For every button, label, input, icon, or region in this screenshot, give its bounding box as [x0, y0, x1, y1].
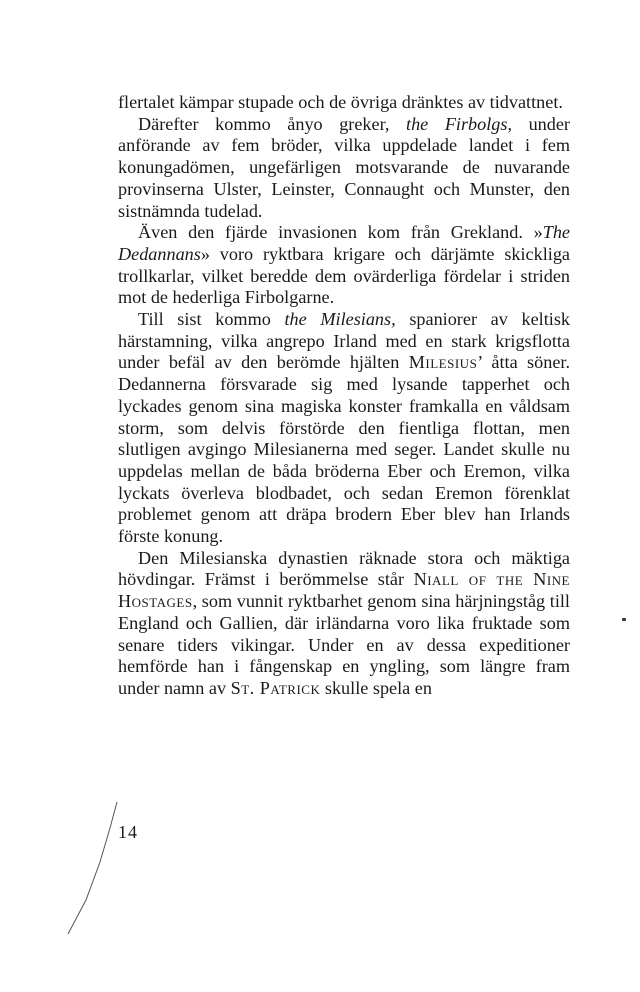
paragraph	[118, 114, 570, 223]
page-number: 14	[118, 822, 138, 842]
paragraph	[118, 309, 570, 548]
italic-text: The Dedannans	[118, 222, 570, 264]
text-run: spaniorer av keltisk härstamning, vilka angrepo Irland med en stark krigsflotta under befäl av den berömde hjälten	[118, 309, 570, 373]
italic-text: the Firbolgs,	[406, 113, 513, 134]
paragraph	[118, 222, 570, 309]
margin-mark	[622, 618, 626, 621]
text-run: , som vunnit ryktbarhet genom sina härjningståg till England och Gallien, där irländarna voro lika fruktade som senare tiders vikingar. Under en av dessa expeditioner hemförde han i fångenskap en yngling, som längre fram under namn av	[118, 591, 570, 698]
italic-text: the Milesians,	[284, 309, 396, 330]
text-run: flertalet kämpar stupade och de övriga dränktes av tidvattnet.	[118, 92, 563, 112]
smallcaps-name: Niall of the Nine Hostages	[118, 569, 571, 612]
pencil-mark	[62, 800, 122, 940]
paragraph	[118, 92, 570, 114]
page-body	[118, 92, 570, 700]
text-run: » voro ryktbara krigare och därjämte skickliga trollkarlar, vilket beredde dem ovärderliga fördelar i striden mot de hederliga Firbolgarne.	[118, 243, 570, 308]
text-run: ’ åtta söner. Dedannerna försvarade sig med lysande tapperhet och lyckades genom sina magiska konster framkalla en våldsam storm, som delvis förstörde den fientliga flottan, men slutligen avgingo Milesianerna med seger. Landet skulle nu uppdelas mellan de båda bröderna Eber och Eremon, vilka lyckats överleva blodbadet, och sedan Eremon förenklat problemet genom att dräpa brodern Eber blev han Irlands förste konung.	[118, 352, 570, 547]
text-run: Till sist kommo	[138, 309, 285, 330]
text-run: Därefter kommo ånyo greker,	[138, 113, 407, 134]
text-run: Även den fjärde invasionen kom från Grekland. »	[138, 222, 543, 243]
paragraph	[118, 548, 570, 700]
text-run: under anförande av fem bröder, vilka uppdelade landet i fem konungadömen, ungefärligen motsvarande de nuvarande provinserna Ulster, Leinster, Connaught och Munster, den sistnämnda tudelad.	[118, 113, 570, 221]
smallcaps-name: Milesius	[408, 352, 478, 373]
smallcaps-name: St. Patrick	[230, 677, 321, 698]
text-run: skulle spela en	[320, 677, 432, 698]
text-run: Den Milesianska dynastien räknade stora och mäktiga hövdingar. Främst i berömmelse står	[118, 547, 570, 590]
